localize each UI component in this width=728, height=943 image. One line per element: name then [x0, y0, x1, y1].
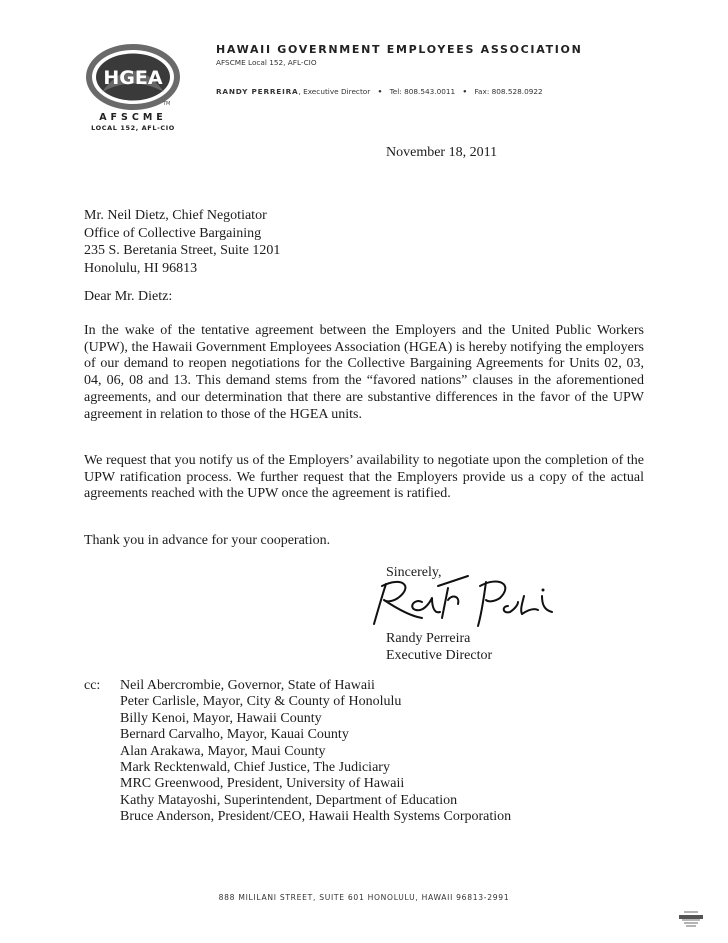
cc-recipient: Kathy Matayoshi, Superintendent, Department of Education	[120, 792, 458, 808]
cc-recipient: Mark Recktenwald, Chief Justice, The Judiciary	[120, 760, 390, 776]
cc-recipient: Neil Abercrombie, Governor, State of Hawaii	[120, 678, 375, 693]
org-affiliation: AFSCME Local 152, AFL-CIO	[216, 58, 317, 67]
bullet-separator: •	[462, 87, 468, 96]
address-line: 235 S. Beretania Street, Suite 1201	[84, 243, 281, 259]
cc-recipient: MRC Greenwood, President, University of Hawaii	[120, 776, 405, 792]
body-paragraph: We request that you notify us of the Employers’ availability to negotiate upon the completion of the UPW ratification process. We further request that the Employers provide us a copy of the actual agreements reached with the UPW once the agreement is ratified.	[84, 453, 644, 502]
fax: Fax: 808.528.0922	[474, 87, 543, 96]
closing: Sincerely,	[386, 565, 442, 580]
bullet-separator: •	[377, 87, 383, 96]
salutation: Dear Mr. Dietz:	[84, 289, 173, 304]
cc-recipient: Bruce Anderson, President/CEO, Hawaii Health Systems Corporation	[120, 809, 512, 825]
address-line: Honolulu, HI 96813	[84, 260, 198, 276]
trademark-mark: TM	[163, 101, 171, 107]
thanks-line: Thank you in advance for your cooperation.	[84, 533, 331, 548]
local-label: LOCAL 152, AFL-CIO	[91, 124, 175, 132]
logo-text: HGEA	[103, 67, 163, 89]
body-paragraph: In the wake of the tentative agreement between the Employers and the United Public Workers (UPW), the Hawaii Government Employees Association (HGEA) is hereby notifying the employers of our demand to reopen negotiations for the Collective Bargaining Agreements for Units 02, 03, 04, 06, 08 and 13. This demand stems from the “favored nations” clauses in the aforementioned agreements, and our determination that there are substantive differences in the favor of the UPW agreement in relation to those of the HGEA units.	[84, 323, 644, 422]
cc-recipient: Billy Kenoi, Mayor, Hawaii County	[120, 710, 322, 726]
cc-list	[120, 678, 511, 826]
handwritten-signature	[352, 572, 557, 630]
letter-date: November 18, 2011	[386, 145, 498, 160]
signature-block	[386, 630, 492, 664]
signer-title: Executive Director	[386, 648, 493, 663]
address-line: Mr. Neil Dietz, Chief Negotiator	[84, 208, 267, 223]
cc-label: cc:	[84, 678, 101, 693]
afscme-label: AFSCME	[99, 112, 167, 123]
telephone: Tel: 808.543.0011	[389, 87, 456, 96]
cc-recipient: Peter Carlisle, Mayor, City & County of Honolulu	[120, 694, 402, 710]
cc-recipient: Bernard Carvalho, Mayor, Kauai County	[120, 727, 349, 743]
address-line: Office of Collective Bargaining	[84, 225, 262, 241]
footer-address: 888 MILILANI STREET, SUITE 601 HONOLULU, HAWAII 96813-2991	[218, 893, 510, 902]
contact-line	[216, 87, 543, 96]
recipient-address	[84, 207, 280, 277]
org-name: HAWAII GOVERNMENT EMPLOYEES ASSOCIATION	[216, 43, 583, 56]
signer-name: Randy Perreira	[386, 631, 471, 646]
director-name: RANDY PERREIRA	[216, 87, 299, 96]
union-bug-mark	[678, 908, 704, 930]
cc-recipient: Alan Arakawa, Mayor, Maui County	[120, 743, 326, 759]
director-title: , Executive Director	[298, 87, 371, 96]
